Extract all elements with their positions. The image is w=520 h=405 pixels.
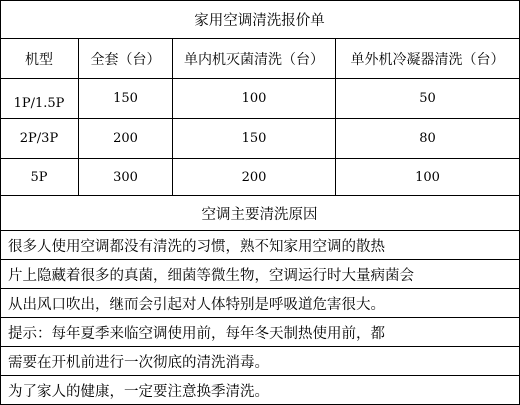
reason-text: 需要在开机前进行一次彻底的清洗消毒。 <box>8 354 269 371</box>
cell-indoor-clean: 200 <box>241 169 267 185</box>
reason-title-row <box>0 195 519 230</box>
reason-line <box>0 375 519 404</box>
cell-outdoor-clean: 80 <box>419 131 436 146</box>
cell-indoor-clean: 150 <box>241 131 267 146</box>
reason-line <box>0 259 519 288</box>
cell-model: 1P/1.5P <box>13 96 65 111</box>
table-row <box>0 158 519 195</box>
table-row <box>0 118 519 158</box>
cell-indoor-clean: 100 <box>241 91 267 106</box>
reason-text: 为了家人的健康，一定要注意换季清洗。 <box>8 383 269 400</box>
reason-line <box>0 288 519 317</box>
title-row <box>0 0 519 38</box>
cell-model: 5P <box>30 169 48 185</box>
reason-text: 片上隐藏着很多的真菌，细菌等微生物，空调运行时大量病菌会 <box>8 267 414 284</box>
cell-full-set: 150 <box>113 91 138 106</box>
cell-full-set: 200 <box>113 131 138 146</box>
header-indoor-clean: 单内机灭菌清洗（台） <box>184 51 324 68</box>
reason-text: 从出风口吹出，继而会引起对人体特别是呼吸道危害很大。 <box>8 296 385 313</box>
table-row <box>0 78 519 118</box>
reason-line <box>0 230 519 259</box>
cell-outdoor-clean: 100 <box>415 169 440 185</box>
header-outdoor-clean: 单外机冷凝器清洗（台） <box>350 51 505 68</box>
reason-text: 提示：每年夏季来临空调使用前，每年冬天制热使用前，都 <box>8 325 385 342</box>
cell-full-set: 300 <box>113 169 138 185</box>
reason-line <box>0 317 519 346</box>
cell-model: 2P/3P <box>19 131 59 146</box>
reason-text: 很多人使用空调都没有清洗的习惯，熟不知家用空调的散热 <box>8 238 385 255</box>
table-header-row <box>0 38 519 78</box>
reason-title: 空调主要清洗原因 <box>201 206 318 223</box>
header-full-set: 全套（台） <box>90 51 161 68</box>
reason-line <box>0 346 519 375</box>
header-model: 机型 <box>25 51 53 68</box>
cell-outdoor-clean: 50 <box>419 91 436 106</box>
page-title: 家用空调清洗报价单 <box>194 13 325 29</box>
